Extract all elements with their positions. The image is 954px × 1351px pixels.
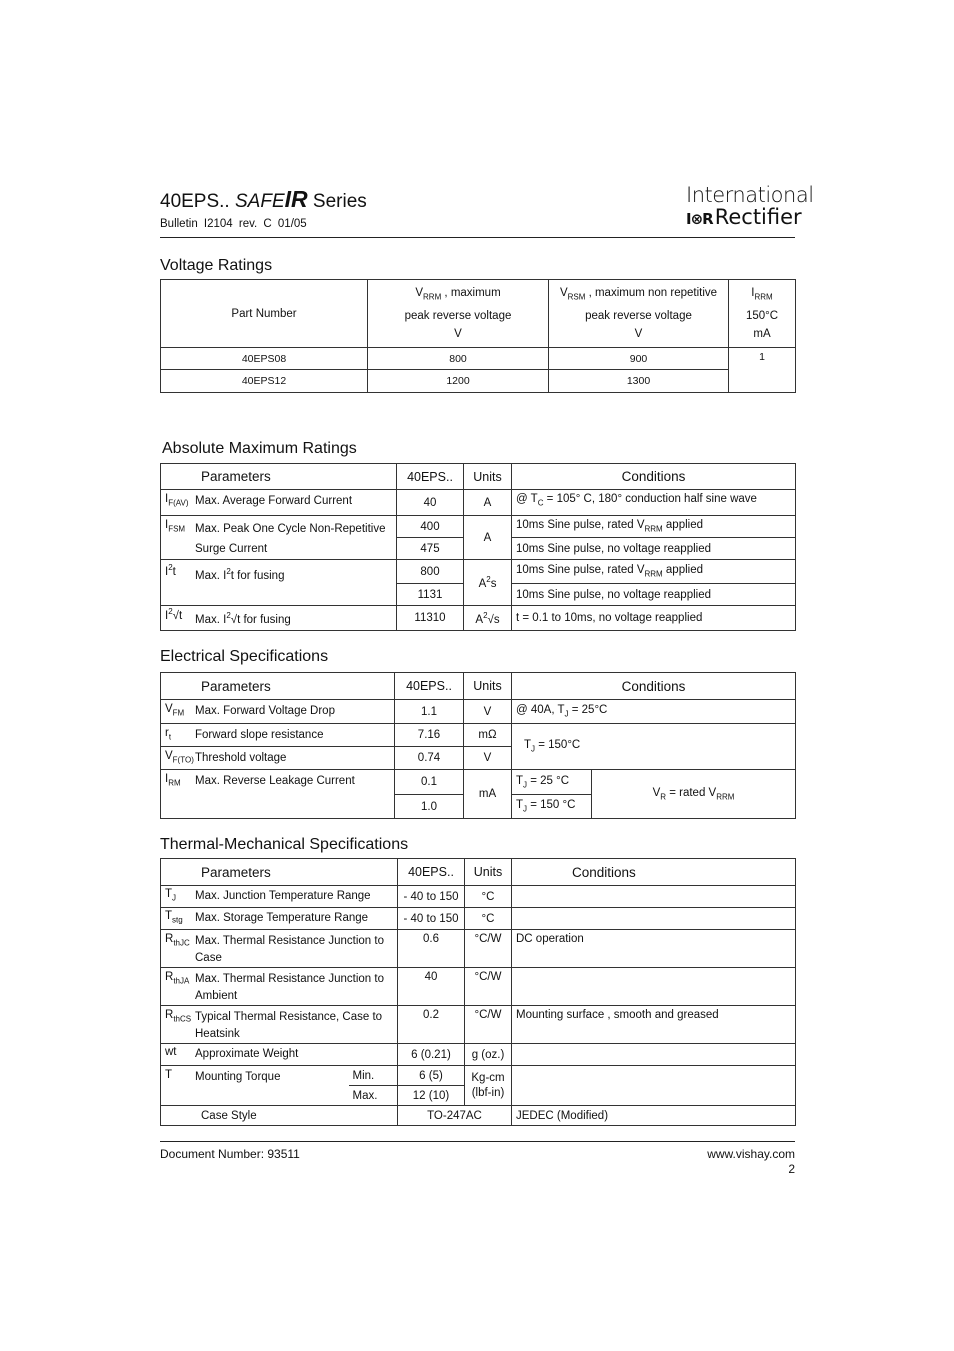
unit-cell: °C/W bbox=[465, 930, 512, 968]
value-cell: 0.74 bbox=[395, 747, 464, 770]
table-row bbox=[161, 1066, 796, 1086]
header-conditions: Conditions bbox=[512, 464, 796, 490]
vrsm-cell: 900 bbox=[549, 348, 729, 370]
value-cell: 400 bbox=[397, 516, 464, 538]
part-number-cell: 40EPS12 bbox=[161, 370, 368, 393]
header-conditions: Conditions bbox=[512, 673, 796, 700]
max-label: Max. bbox=[349, 1086, 398, 1106]
electrical-specs-table bbox=[160, 672, 796, 819]
header-divider bbox=[160, 237, 795, 238]
condition-cell: DC operation bbox=[512, 930, 796, 968]
param-weight: wt Approximate Weight bbox=[161, 1044, 398, 1066]
min-label: Min. bbox=[349, 1066, 398, 1086]
header-vrsm: $V_{RSM}$ , maximum non repetitive peak reverse voltage V bbox=[549, 280, 729, 348]
param-rthja: $R_{thJA}$ Max. Thermal Resistance Junction to Ambient bbox=[161, 968, 398, 1006]
param-tj: $T_J$ Max. Junction Temperature Range bbox=[161, 886, 398, 908]
param-vfto: $V_{F(TO)}Threshold$ voltage bbox=[161, 747, 395, 770]
param-rthjc: $R_{thJC}$ Max. Thermal Resistance Junction to Case bbox=[161, 930, 398, 968]
condition-cell: @ $T_C = 105^\circ$ C, 180° conduction half sine wave bbox=[512, 490, 796, 516]
unit-cell: °C/W bbox=[465, 968, 512, 1006]
header-units: Units bbox=[465, 859, 512, 886]
table-row bbox=[161, 1006, 796, 1044]
condition-cell bbox=[512, 1066, 796, 1106]
value-cell: 11310 bbox=[397, 606, 464, 631]
header-parameters: Parameters bbox=[161, 859, 398, 886]
header-units: Units bbox=[464, 464, 512, 490]
part-number-cell: 40EPS08 bbox=[161, 348, 368, 370]
thermal-specs-heading: Thermal-Mechanical Specifications bbox=[160, 836, 409, 853]
footer-right bbox=[640, 1147, 795, 1177]
condition-cell: 10ms Sine pulse, rated $V_{RRM}$ applied bbox=[512, 516, 796, 538]
header-irrm: $I_{RRM}$ 150°C mA bbox=[729, 280, 796, 348]
voltage-ratings-table bbox=[160, 279, 796, 393]
table-row bbox=[161, 464, 796, 490]
page-title bbox=[160, 186, 367, 213]
condition-cell: @ 40A, $T_J = 25^\circ C$ bbox=[512, 700, 796, 724]
vrrm-cell: 800 bbox=[368, 348, 549, 370]
param-rthcs: $R_{thCS}$ Typical Thermal Resistance, Case to Heatsink bbox=[161, 1006, 398, 1044]
table-row bbox=[161, 859, 796, 886]
absolute-maximum-table bbox=[160, 463, 796, 631]
unit-cell: V bbox=[464, 747, 512, 770]
param-ifsm: $I_{FSM}$ Max. Peak One Cycle Non-Repetitive Surge Current bbox=[161, 516, 397, 560]
header-parameters: Parameters bbox=[161, 673, 395, 700]
table-row bbox=[161, 886, 796, 908]
value-cell: 40 bbox=[397, 490, 464, 516]
page-number: 2 bbox=[788, 1162, 795, 1176]
value-cell: 6 (0.21) bbox=[398, 1044, 465, 1066]
param-tstg: $T_{stg}$ Max. Storage Temperature Range bbox=[161, 908, 398, 930]
value-cell: 0.1 bbox=[395, 770, 464, 795]
param-i2t: $I^2t$ Max. $I^2t$ for fusing bbox=[161, 560, 397, 606]
title-safe: SAFE bbox=[235, 191, 285, 212]
unit-cell: °C/W bbox=[465, 1006, 512, 1044]
header-units: Units bbox=[464, 673, 512, 700]
condition-cell: $T_J = 150$ °C bbox=[512, 795, 592, 819]
condition-cell bbox=[512, 968, 796, 1006]
table-row bbox=[161, 516, 796, 538]
unit-cell: mA bbox=[464, 770, 512, 819]
param-i2sqrt-t: $I^2√t$ Max. $I^2√t$ for fusing bbox=[161, 606, 397, 631]
param-vfm: $V_{FM}$ Max. Forward Voltage Drop bbox=[161, 700, 395, 724]
header-part: 40EPS.. bbox=[398, 859, 465, 886]
value-cell: 6 (5) bbox=[398, 1066, 465, 1086]
table-row bbox=[161, 280, 796, 348]
unit-cell: $A^2√s$ bbox=[464, 606, 512, 631]
table-row bbox=[161, 908, 796, 930]
value-cell: TO-247AC bbox=[398, 1106, 512, 1126]
value-cell: - 40 to 150 bbox=[398, 886, 465, 908]
header-parameters: Parameters bbox=[161, 464, 397, 490]
table-row bbox=[161, 968, 796, 1006]
table-row bbox=[161, 1106, 796, 1126]
param-mounting-torque: T Mounting Torque bbox=[161, 1066, 349, 1106]
value-cell: 7.16 bbox=[395, 724, 464, 747]
vrsm-cell: 1300 bbox=[549, 370, 729, 393]
unit-cell: A bbox=[464, 516, 512, 560]
condition-cell: 10ms Sine pulse, rated $V_{RRM}$ applied bbox=[512, 560, 796, 584]
param-rt: $r_t$ Forward slope resistance bbox=[161, 724, 395, 747]
title-suffix: Series bbox=[307, 191, 367, 212]
condition-cell: $T_J = 150^\circ C$ bbox=[512, 724, 796, 770]
unit-cell: °C bbox=[465, 908, 512, 930]
table-row bbox=[161, 606, 796, 631]
voltage-ratings-heading: Voltage Ratings bbox=[160, 257, 273, 274]
condition-cell bbox=[512, 908, 796, 930]
title-ir: IR bbox=[284, 186, 308, 212]
table-row bbox=[161, 1044, 796, 1066]
table-row bbox=[161, 560, 796, 584]
logo-line1: International bbox=[686, 183, 814, 207]
absolute-maximum-heading: Absolute Maximum Ratings bbox=[162, 440, 357, 457]
table-row bbox=[161, 700, 796, 724]
header-vrrm: $V_{RRM}$ , maximum peak reverse voltage V bbox=[368, 280, 549, 348]
irrm-cell: 1 bbox=[729, 348, 796, 393]
header-part: 40EPS.. bbox=[395, 673, 464, 700]
thermal-specs-table bbox=[160, 858, 796, 1126]
logo-line2 bbox=[686, 205, 802, 230]
unit-cell: A bbox=[464, 490, 512, 516]
unit-cell: mΩ bbox=[464, 724, 512, 747]
value-cell: 12 (10) bbox=[398, 1086, 465, 1106]
table-row bbox=[161, 348, 796, 370]
unit-cell: V bbox=[464, 700, 512, 724]
condition-cell: $V_R$ = rated $V_{RRM}$ bbox=[592, 770, 796, 819]
table-row bbox=[161, 673, 796, 700]
document-number: Document Number: 93511 bbox=[160, 1147, 300, 1161]
param-irm: $I_{RM}$ Max. Reverse Leakage Current bbox=[161, 770, 395, 819]
vrrm-cell: 1200 bbox=[368, 370, 549, 393]
electrical-specs-heading: Electrical Specifications bbox=[160, 648, 329, 665]
value-cell: 40 bbox=[398, 968, 465, 1006]
value-cell: 1.1 bbox=[395, 700, 464, 724]
value-cell: 1131 bbox=[397, 584, 464, 606]
table-row bbox=[161, 490, 796, 516]
condition-cell: Mounting surface , smooth and greased bbox=[512, 1006, 796, 1044]
value-cell: 1.0 bbox=[395, 795, 464, 819]
condition-cell bbox=[512, 1044, 796, 1066]
header-conditions: Conditions bbox=[512, 859, 796, 886]
param-case-style: Case Style bbox=[161, 1106, 398, 1126]
bulletin-info: Bulletin I2104 rev. C 01/05 bbox=[160, 218, 307, 230]
website-link[interactable]: www.vishay.com bbox=[707, 1147, 795, 1161]
unit-cell: Kg-cm (lbf-in) bbox=[465, 1066, 512, 1106]
header-part-number: Part Number bbox=[161, 280, 368, 348]
table-row bbox=[161, 770, 796, 795]
condition-cell: JEDEC (Modified) bbox=[512, 1106, 796, 1126]
ior-logo-icon: I⊗R bbox=[686, 210, 713, 228]
value-cell: 475 bbox=[397, 538, 464, 560]
unit-cell: $A^2s$ bbox=[464, 560, 512, 606]
value-cell: 0.2 bbox=[398, 1006, 465, 1044]
footer-divider bbox=[160, 1141, 795, 1142]
table-row bbox=[161, 724, 796, 747]
condition-cell bbox=[512, 886, 796, 908]
condition-cell: 10ms Sine pulse, no voltage reapplied bbox=[512, 584, 796, 606]
unit-cell: °C bbox=[465, 886, 512, 908]
title-prefix: 40EPS.. bbox=[160, 191, 235, 212]
table-row bbox=[161, 370, 796, 393]
table-row bbox=[161, 930, 796, 968]
condition-cell: t = 0.1 to 10ms, no voltage reapplied bbox=[512, 606, 796, 631]
company-logo bbox=[686, 183, 814, 230]
param-ifav: $I_{F(AV)}$ Max. Average Forward Current bbox=[161, 490, 397, 516]
value-cell: 0.6 bbox=[398, 930, 465, 968]
unit-cell: g (oz.) bbox=[465, 1044, 512, 1066]
header-part: 40EPS.. bbox=[397, 464, 464, 490]
condition-cell: 10ms Sine pulse, no voltage reapplied bbox=[512, 538, 796, 560]
logo-rectifier: Rectifier bbox=[714, 205, 802, 229]
value-cell: - 40 to 150 bbox=[398, 908, 465, 930]
value-cell: 800 bbox=[397, 560, 464, 584]
condition-cell: $T_J = 25$ °C bbox=[512, 770, 592, 795]
